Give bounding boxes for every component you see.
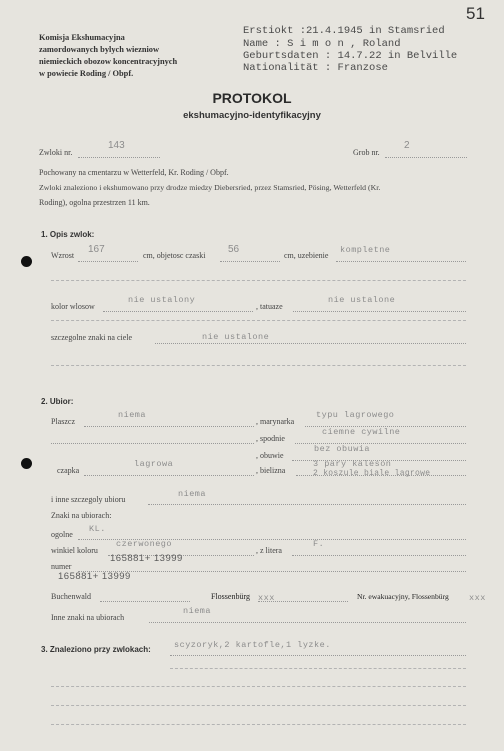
grob-label: Grob nr. <box>353 148 380 157</box>
inne-znaki-label: Inne znaki na ubiorach <box>51 613 125 622</box>
flossenburg-label: Flossenbürg <box>211 592 250 601</box>
objetosc-value: 56 <box>228 244 240 255</box>
wzrost-label: Wzrost <box>51 251 75 260</box>
bielizna-value-1: 3 pary kaleson <box>313 459 392 469</box>
uzebienie-value: kompletne <box>340 245 391 255</box>
ogolne-value: KL. <box>89 524 106 534</box>
wzrost-value: 167 <box>88 244 105 255</box>
section-3-value: scyzoryk,2 kartofle,1 lyzke. <box>174 640 331 650</box>
found-text-line-2: Roding), ogolna przestrzen 11 km. <box>39 198 150 207</box>
marynarka-value: typu lagrowego <box>316 410 395 420</box>
spodnie-value: ciemne cywilne <box>322 427 401 437</box>
buchenwald-label: Buchenwald <box>51 592 91 601</box>
institution-line-4: w powiecie Roding / Obpf. <box>39 69 134 78</box>
zwloki-number: 143 <box>108 140 125 151</box>
marynarka-label: , marynarka <box>256 417 295 426</box>
czapka-label: czapka <box>57 466 80 475</box>
document-subtitle: ekshumacyjno-identyfikacyjny <box>183 110 321 121</box>
institution-line-1: Komisja Ekshumacyjna <box>39 33 125 42</box>
punch-hole-top <box>21 256 32 267</box>
document-title: PROTOKOL <box>212 90 292 106</box>
objetosc-label: cm, objetosc czaski <box>143 251 206 260</box>
nr-ewakuacyjny-label: Nr. ewakuacyjny, Flossenbürg <box>357 592 449 601</box>
bielizna-label: , bielizna <box>256 466 286 475</box>
numer-value-2: 165881+ 13999 <box>58 571 131 582</box>
section-1-title: 1. Opis zwlok: <box>41 230 95 239</box>
person-shot-line: Erstiokt :21.4.1945 in Stamsried <box>243 25 445 37</box>
person-birth-line: Geburtsdaten : 14.7.22 in Belville <box>243 50 458 62</box>
winkiel-value: czerwonego <box>116 539 173 549</box>
spodnie-label: , spodnie <box>256 434 285 443</box>
numer-value-1: 165881+ 13999 <box>110 553 183 564</box>
inne-znaki-value: niema <box>183 606 212 616</box>
grob-number: 2 <box>404 140 410 151</box>
punch-hole-bottom <box>21 458 32 469</box>
burial-text: Pochowany na cmentarzu w Wetterfeld, Kr. Roding / Obpf. <box>39 168 229 177</box>
obuwie-value: bez obuwia <box>314 444 371 454</box>
section-3-title: 3. Znaleziono przy zwlokach: <box>41 645 151 654</box>
tatuaze-label: , tatuaze <box>256 302 283 311</box>
plaszcz-label: Plaszcz <box>51 417 75 426</box>
numer-label: numer <box>51 562 72 571</box>
nr-ewakuacyjny-value: xxx <box>469 593 486 603</box>
znaki-label: szczegolne znaki na ciele <box>51 333 133 342</box>
bielizna-value-2: 2 koszule biale lagrowe <box>313 469 431 478</box>
page-number: 51 <box>466 4 485 23</box>
plaszcz-value: niema <box>118 410 147 420</box>
zwloki-label: Zwloki nr. <box>39 148 73 157</box>
found-text-line-1: Zwloki znaleziono i ekshumowano przy drodze miedzy Diebersried, przez Stamsried, Pösing, Wetterfeld (Kr. <box>39 183 381 192</box>
winkiel-label: winkiel koloru <box>51 546 98 555</box>
czapka-value: lagrowa <box>134 459 174 469</box>
znaki-na-ubiorach-label: Znaki na ubiorach: <box>51 511 112 520</box>
institution-line-2: zamordowanych bylych wiezniow <box>39 45 160 54</box>
obuwie-label: , obuwie <box>256 451 284 460</box>
litera-value: F. <box>313 539 325 549</box>
inne-value: niema <box>178 489 207 499</box>
institution-line-3: niemieckich obozow koncentracyjnych <box>39 57 178 66</box>
znaki-value: nie ustalone <box>202 332 270 342</box>
uzebienie-label: cm, uzebienie <box>284 251 329 260</box>
tatuaze-value: nie ustalone <box>328 295 396 305</box>
flossenburg-value: xxx <box>258 593 275 603</box>
person-name-line: Name : S i m o n , Roland <box>243 38 401 50</box>
kolor-value: nie ustalony <box>128 295 196 305</box>
section-2-title: 2. Ubior: <box>41 397 74 406</box>
ogolne-label: ogolne <box>51 530 73 539</box>
inne-label: i inne szczegoly ubioru <box>51 495 126 504</box>
litera-label: , z litera <box>256 546 282 555</box>
person-nationality-line: Nationalität : Franzose <box>243 62 388 74</box>
kolor-label: kolor wlosow <box>51 302 95 311</box>
